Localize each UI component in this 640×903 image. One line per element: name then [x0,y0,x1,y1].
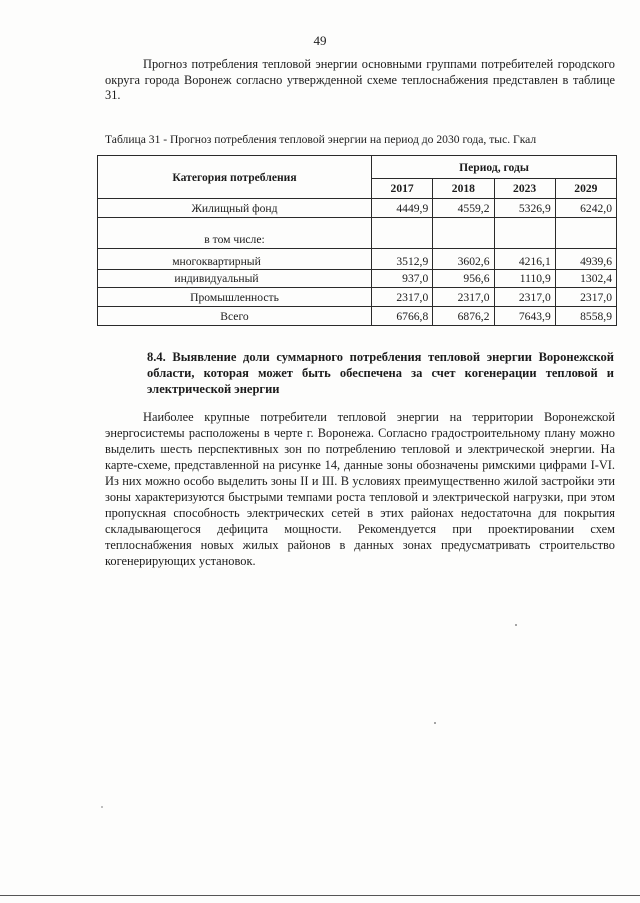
header-year: 2017 [372,179,433,199]
table-row [98,199,617,218]
cell-value: 3512,9 [372,249,433,270]
header-category: Категория потребления [98,156,372,199]
cell-value: 6876,2 [433,307,494,326]
table-row-total [98,307,617,326]
cell-value: 4939,6 [555,249,616,270]
table-row [98,249,617,270]
intro-paragraph: Прогноз потребления тепловой энергии основными группами потребителей городского округа города Воронеж согласно утвержденной схеме теплоснабжения представлен в таблице 31. [105,57,615,103]
row-label: в том числе: [98,218,372,249]
table-header-row [98,156,617,179]
page-number: 49 [313,33,327,48]
empty-cell [494,218,555,249]
header-year: 2029 [555,179,616,199]
table-row [98,288,617,307]
cell-value: 3602,6 [433,249,494,270]
cell-value: 2317,0 [555,288,616,307]
cell-value: 1302,4 [555,270,616,288]
cell-value: 6766,8 [372,307,433,326]
header-year: 2023 [494,179,555,199]
cell-value: 2317,0 [372,288,433,307]
scan-speck [101,806,103,808]
table-row [98,270,617,288]
scan-speck [434,722,436,724]
header-year: 2018 [433,179,494,199]
row-label: многоквартирный [98,249,372,270]
row-label: Всего [98,307,372,326]
cell-value: 4449,9 [372,199,433,218]
row-label: индивидуальный [98,270,372,288]
cell-value: 4559,2 [433,199,494,218]
row-label: Промышленность [98,288,372,307]
cell-value: 5326,9 [494,199,555,218]
cell-value: 937,0 [372,270,433,288]
forecast-table [97,155,617,326]
scan-speck [515,624,517,626]
empty-cell [555,218,616,249]
table-row [98,218,617,249]
cell-value: 8558,9 [555,307,616,326]
cell-value: 4216,1 [494,249,555,270]
cell-value: 6242,0 [555,199,616,218]
cell-value: 956,6 [433,270,494,288]
empty-cell [433,218,494,249]
section-heading: 8.4. Выявление доли суммарного потребления тепловой энергии Воронежской области, которая может быть обеспечена за счет когенерации тепловой и электрической энергии [147,350,614,396]
header-period: Период, годы [372,156,617,179]
cell-value: 7643,9 [494,307,555,326]
table-caption: Таблица 31 - Прогноз потребления тепловой энергии на период до 2030 года, тыс. Гкал [105,133,537,146]
page-bottom-edge [0,895,640,896]
cell-value: 1110,9 [494,270,555,288]
row-label: Жилищный фонд [98,199,372,218]
main-paragraph: Наиболее крупные потребители тепловой энергии на территории Воронежской энергосистемы расположены в черте г. Воронежа. Согласно градостроительному плану можно выделить шесть перспективных зон по потреблению тепловой и электрической энергии. На карте-схеме, представленной на рисунке 14, данные зоны обозначены римскими цифрами I-VI. Из них можно особо выделить зоны II и III. В условиях преимущественно жилой застройки эти зоны характеризуются быстрыми темпами роста тепловой и электрической нагрузки, при этом пропускная способность электрических сетей в этих районах недостаточна для покрытия складывающегося дефицита мощности. Рекомендуется при проектировании схем теплоснабжения новых жилых районов в данных зонах предусматривать строительство когенерирующих установок. [105,410,615,568]
cell-value: 2317,0 [433,288,494,307]
cell-value: 2317,0 [494,288,555,307]
empty-cell [372,218,433,249]
